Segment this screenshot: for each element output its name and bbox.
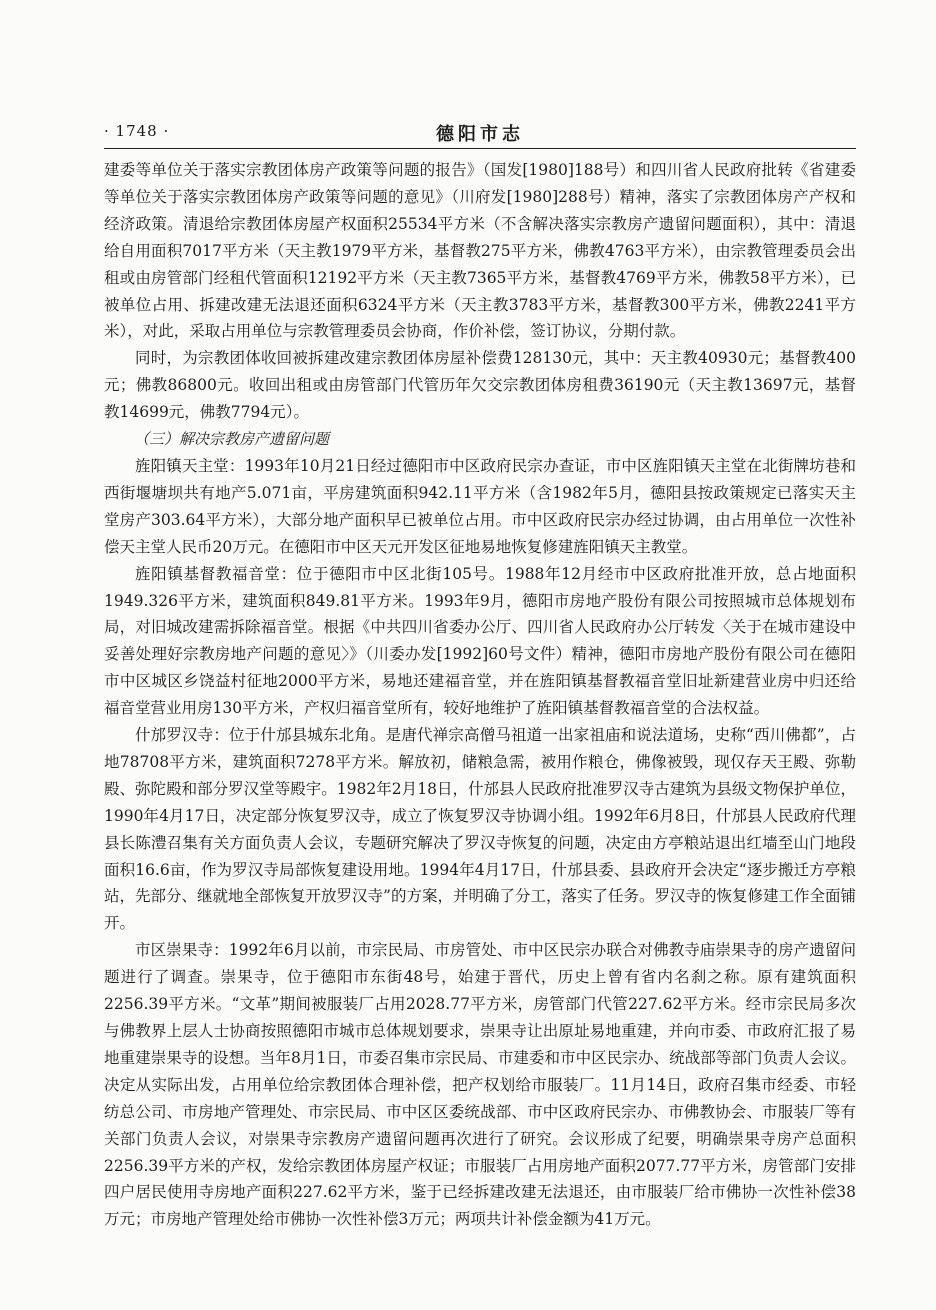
paragraph-continuation: 建委等单位关于落实宗教团体房产政策等问题的报告》（国发[1980]188号）和四川省人民政府批转《省建委等单位关于落实宗教团体房产政策等问题的意见》（川府发[1980]288号）精神，落实了宗教团体房产产权和经济政策。清退给宗教团体房屋产权面积25534平方米（不含解决落实宗教房产遗留问题面积），其中：清退给自用面积7017平方米（天主教1979平方米，基督教275平方米，佛教4763平方米），由宗教管理委员会出租或由房管部门经租代管面积12192平方米（天主教7365平方米，基督教4769平方米，佛教58平方米），已被单位占用、拆建改建无法退还面积6324平方米（天主教3783平方米，基督教300平方米，佛教2241平方米），对此，采取占用单位与宗教管理委员会协商，作价补偿，签订协议，分期付款。 <box>104 161 856 341</box>
paragraph-luohan-temple: 什邡罗汉寺：位于什邡县城东北角。是唐代禅宗高僧马祖道一出家祖庙和说法道场，史称“西川佛都”，占地78708平方米，建筑面积7278平方米。解放初，储粮急需，被用作粮仓，佛像被毁，现仅存天王殿、弥勒殿、弥陀殿和部分罗汉堂等殿宇。1982年2月18日，什邡县人民政府批准罗汉寺古建筑为县级文物保护单位，1990年4月17日，决定部分恢复罗汉寺，成立了恢复罗汉寺协调小组。1992年6月8日，什邡县人民政府代理县长陈澧召集有关方面负责人会议，专题研究解决了罗汉寺恢复的问题，决定由方亭粮站退出红墙至山门地段面积16.6亩，作为罗汉寺局部恢复建设用地。1994年4月17日，什邡县委、县政府开会决定“逐步搬迁方亭粮站，先部分、继就地全部恢复开放罗汉寺”的方案，并明确了分工，落实了任务。罗汉寺的恢复修建工作全面铺开。 <box>104 726 856 933</box>
section-subheading: （三）解决宗教房产遗留问题 <box>134 430 330 449</box>
body-text <box>104 157 856 1233</box>
paragraph-catholic-church: 旌阳镇天主堂：1993年10月21日经过德阳市中区政府民宗办查证，市中区旌阳镇天主堂在北街牌坊巷和西街堰塘坝共有地产5.071亩，平房建筑面积942.11平方米（含1982年5月，德阳县按政策规定已落实天主堂房产303.64平方米），大部分地产面积早已被单位占用。市中区政府民宗办经过协调，由占用单位一次性补偿天主堂人民币20万元。在德阳市中区天元开发区征地易地恢复修建旌阳镇天主教堂。 <box>104 456 856 556</box>
paragraph-christian-church: 旌阳镇基督教福音堂：位于德阳市中区北街105号。1988年12月经市中区政府批准开放，总占地面积1949.326平方米，建筑面积849.81平方米。1993年9月，德阳市房地产股份有限公司按照城市总体规划布局，对旧城改建需拆除福音堂。根据《中共四川省委办公厅、四川省人民政府办公厅转发〈关于在城市建设中妥善处理好宗教房地产问题的意见〉》（川委办发[1992]60号文件）精神，德阳市房地产股份有限公司在德阳市中区城区乡饶益村征地2000平方米，易地还建福音堂，并在旌阳镇基督教福音堂旧址新建营业房中归还给福音堂营业用房130平方米，产权归福音堂所有，较好地维护了旌阳镇基督教福音堂的合法权益。 <box>104 564 856 718</box>
running-header <box>104 118 856 149</box>
book-title: 德阳市志 <box>436 124 524 145</box>
paragraph-chongguo-temple: 市区崇果寺：1992年6月以前，市宗民局、市房管处、市中区民宗办联合对佛教寺庙崇果寺的房产遗留问题进行了调查。崇果寺，位于德阳市东街48号，始建于晋代，历史上曾有省内名刹之称。原有建筑面积2256.39平方米。“文革”期间被服装厂占用2028.77平方米，房管部门代管227.62平方米。经市宗民局多次与佛教界上层人士协商按照德阳市城市总体规划要求，崇果寺让出原址易地重建，并向市委、市政府汇报了易地重建崇果寺的设想。当年8月1日，市委召集市宗民局、市建委和市中区民宗办、统战部等部门负责人会议。决定从实际出发，占用单位给宗教团体合理补偿，把产权划给市服装厂。11月14日，政府召集市经委、市轻纺总公司、市房地产管理处、市宗民局、市中区区委统战部、市中区政府民宗办、市佛教协会、市服装厂等有关部门负责人会议，对崇果寺宗教房产遗留问题再次进行了研究。会议形成了纪要，明确崇果寺房产总面积2256.39平方米的产权，发给宗教团体房屋产权证；市服装厂占用房地产面积2077.77平方米，房管部门安排四户居民使用寺房地产面积227.62平方米，鉴于已经拆建改建无法退还，由市服装厂给市佛协一次性补偿38万元；市房地产管理处给市佛协一次性补偿3万元；两项共计补偿金额为41万元。 <box>104 941 856 1229</box>
page-number: · 1748 · <box>104 122 170 140</box>
paragraph-compensation: 同时，为宗教团体收回被拆建改建宗教团体房屋补偿费128130元，其中：天主教40930元；基督教400元；佛教86800元。收回出租或由房管部门代管历年欠交宗教团体房租费36190元（天主教13697元，基督教14699元，佛教7794元）。 <box>104 349 856 422</box>
document-page <box>104 118 856 1233</box>
